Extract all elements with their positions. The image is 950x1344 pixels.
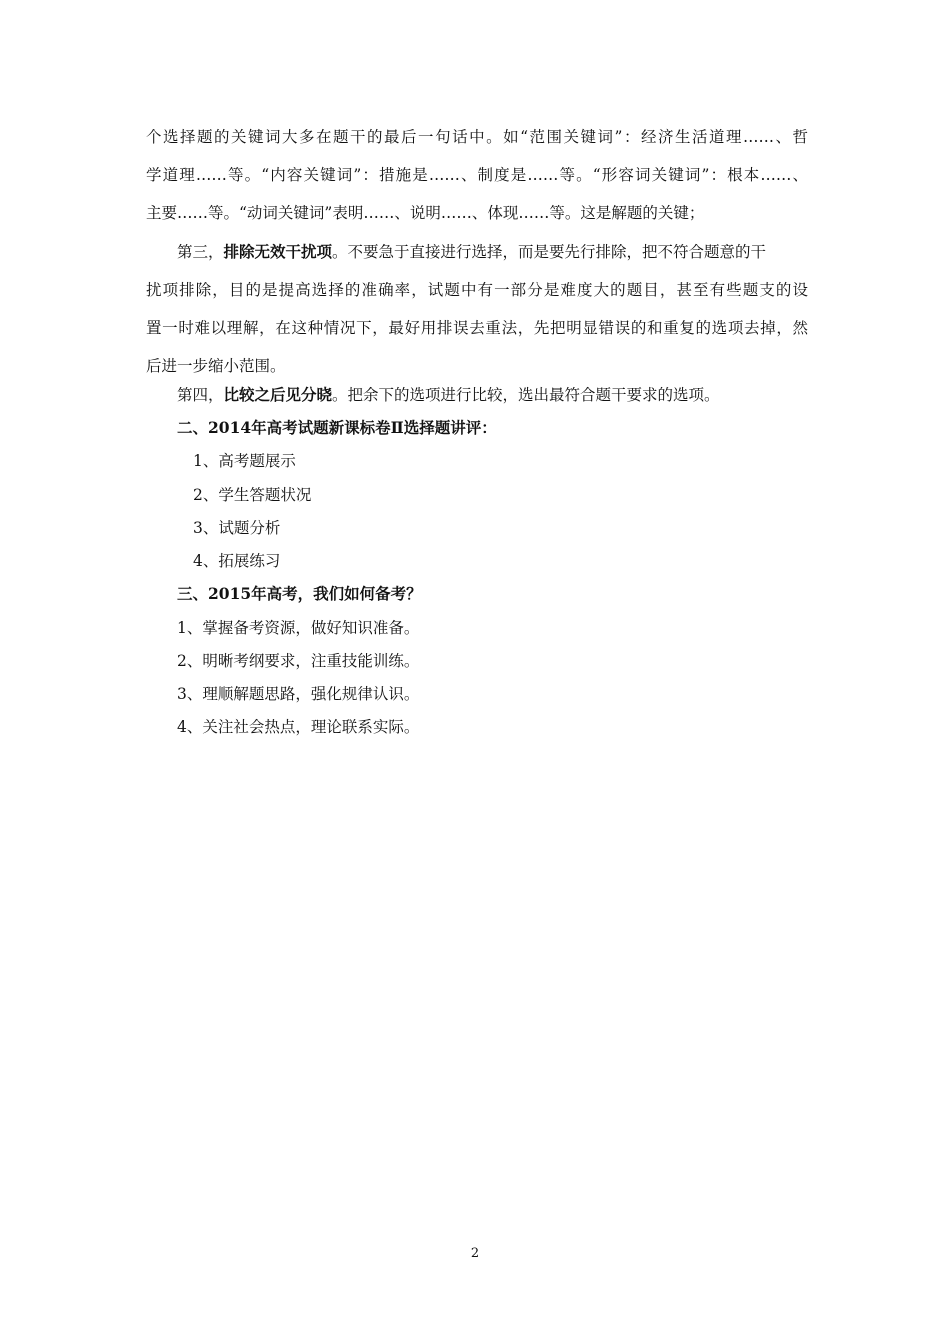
third-step-prefix: 第三， (177, 243, 224, 261)
section-two-item: 2、学生答题状况 (193, 486, 312, 504)
fourth-step-prefix: 第四， (177, 386, 224, 404)
section-two-heading: 二、2014年高考试题新课标卷Ⅱ选择题讲评： (177, 418, 497, 437)
fourth-step-bold-title: 比较之后见分晓 (223, 385, 333, 404)
fourth-step-line (177, 385, 720, 405)
keywords-line-2: 学道理……等。“内容关键词”：措施是……、制度是……等。“形容词关键词”：根本……、 (146, 166, 808, 184)
third-step-line-3: 置一时难以理解，在这种情况下，最好用排误去重法，先把明显错误的和重复的选项去掉，然 (146, 319, 808, 337)
third-step-line-1 (177, 242, 766, 262)
section-three-heading: 三、2015年高考，我们如何备考？ (177, 584, 422, 603)
third-step-bold-title: 排除无效干扰项 (223, 242, 333, 261)
third-step-line-2: 扰项排除，目的是提高选择的准确率，试题中有一部分是难度大的题目，甚至有些题支的设 (146, 281, 808, 299)
keywords-line-3: 主要……等。“动词关键词”表明……、说明……、体现……等。这是解题的关键； (146, 204, 705, 222)
section-three-item: 2、明晰考纲要求，注重技能训练。 (177, 652, 420, 670)
fourth-step-text: 。把余下的选项进行比较，选出最符合题干要求的选项。 (332, 386, 720, 404)
section-three-item: 4、关注社会热点，理论联系实际。 (177, 718, 420, 736)
third-step-line-4: 后进一步缩小范围。 (146, 357, 286, 375)
third-step-line-1-text: 。不要急于直接进行选择，而是要先行排除，把不符合题意的干 (332, 243, 767, 261)
section-three-item: 3、理顺解题思路，强化规律认识。 (177, 685, 420, 703)
section-two-item: 4、拓展练习 (193, 552, 281, 570)
section-two-item: 1、高考题展示 (193, 452, 296, 470)
section-two-item: 3、试题分析 (193, 519, 281, 537)
keywords-line-1: 个选择题的关键词大多在题干的最后一句话中。如“范围关键词”：经济生活道理……、哲 (146, 128, 808, 146)
section-three-item: 1、掌握备考资源，做好知识准备。 (177, 619, 420, 637)
page-number: 2 (470, 1246, 480, 1261)
